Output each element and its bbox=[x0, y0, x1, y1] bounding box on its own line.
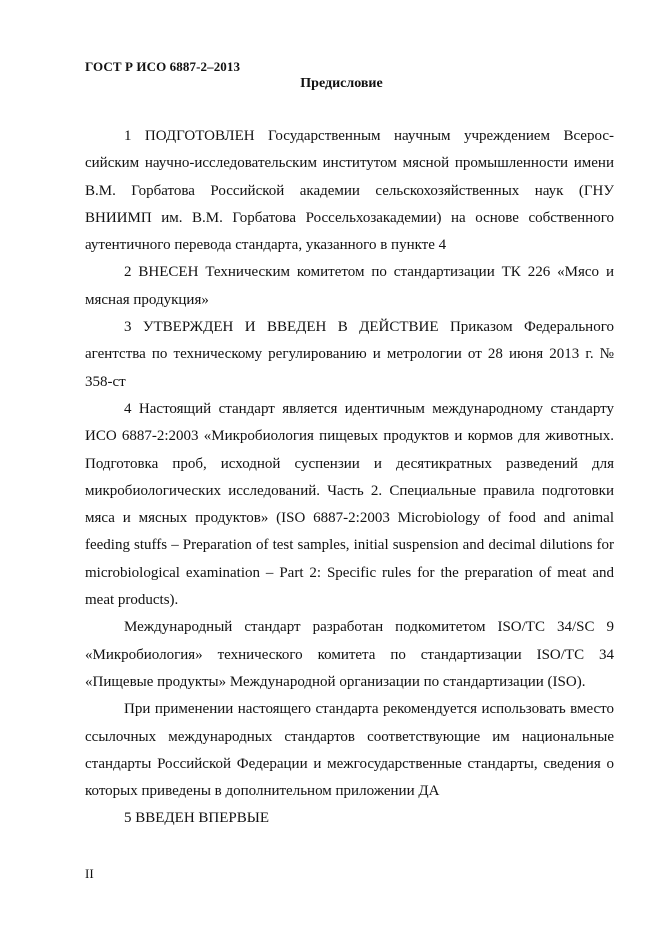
paragraph-application: При применении настоящего стандарта рекомендуется использовать вместо ссылочных международных стандартов соответствующие им национальные стандарты Российской Федерации и межгосударственные стандарты, сведения о которых приведены в дополнительном приложении ДА bbox=[85, 701, 614, 800]
paragraph-introduced: 2 ВНЕСЕН Техническим комитетом по стандартизации ТК 226 «Мясо и мясная продукция» bbox=[85, 264, 614, 308]
paragraph-first-introduced: 5 ВВЕДЕН ВПЕРВЫЕ bbox=[124, 810, 269, 827]
paragraph-identical-standard: 4 Настоящий стандарт является идентичным международному стандарту ИСО 6887-2:2003 «Микробиология пищевых продуктов и кормов для животных. Подготовка проб, исходной суспензии и десятикратных разведений для микробиологических исследований. Часть 2. Специальные правила подготовки мяса и мясных продуктов» (ISO 6887-2:2003 Microbiology of food and animal feeding stuffs – Preparation of test samples, initial suspension and decimal dilutions for microbiological examination – Part 2: Specific rules for the preparation of meat and meat products). bbox=[85, 400, 614, 609]
page-title: Предисловие bbox=[300, 76, 383, 91]
page-number: II bbox=[85, 866, 94, 881]
preface-body bbox=[85, 123, 614, 833]
document-header: ГОСТ Р ИСО 6887-2–2013 bbox=[85, 59, 241, 74]
paragraph-approved: 3 УТВЕРЖДЕН И ВВЕДЕН В ДЕЙСТВИЕ Приказом Федерального агентства по техническому регулированию и метрологии от 28 июня 2013 г. № 358-ст bbox=[85, 319, 614, 390]
paragraph-developed-by: Международный стандарт разработан подкомитетом ISO/TC 34/SC 9 «Микробиология» технического комитета по стандартизации ISO/TC 34 «Пищевые продукты» Международной организации по стандартизации (ISO). bbox=[85, 619, 614, 690]
paragraph-prepared: 1 ПОДГОТОВЛЕН Государственным научным учреждением Всероссийским научно-исследовательским институтом мясной промышленности имени В.М. Горбатова Российской академии сельскохозяйственных наук (ГНУ ВНИИМП им. В.М. Горбатова Россельхозакадемии) на основе собственного аутентичного перевода стандарта, указанного в пункте 4 bbox=[85, 128, 614, 254]
